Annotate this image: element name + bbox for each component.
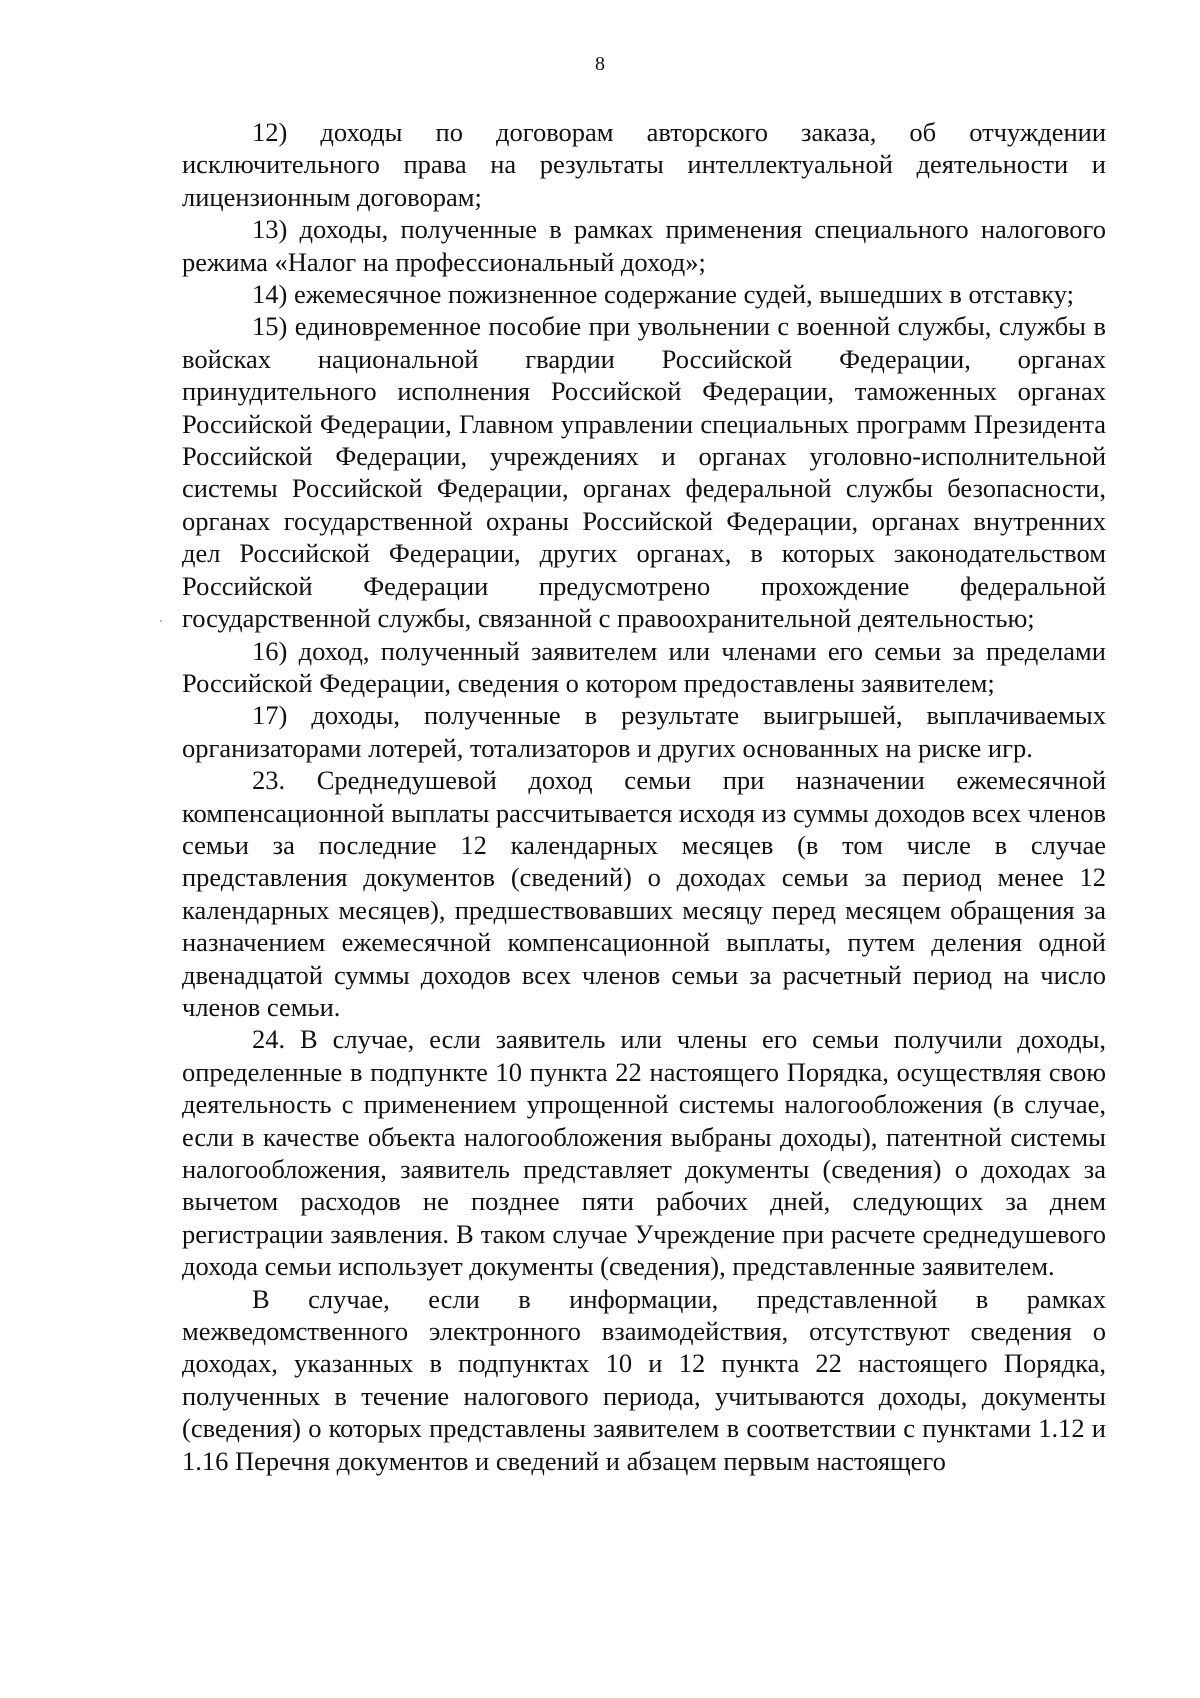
paragraph-section-24: 24. В случае, если заявитель или члены его семьи получили доходы, определенные в подпункте 10 пункта 22 настоящего Порядка, осуществляя свою деятельность с применением упрощенной системы налогообложения (в случае, если в качестве объекта налогообложения выбраны доходы), патентной системы налогообложения, заявитель представляет документы (сведения) о доходах за вычетом расходов не позднее пяти рабочих дней, следующих за днем регистрации заявления. В таком случае Учреждение при расчете среднедушевого дохода семьи использует документы (сведения), представленные заявителем. — [182, 1024, 1106, 1282]
scan-speck — [160, 620, 162, 622]
paragraph-item-13: 13) доходы, полученные в рамках применения специального налогового режима «Налог на профессиональный доход»; — [182, 214, 1106, 277]
page-number: 8 — [595, 53, 605, 75]
paragraph-item-12: 12) доходы по договорам авторского заказа, об отчуждении исключительного права на результаты интеллектуальной деятельности и лицензионным договорам; — [182, 117, 1106, 212]
paragraph-section-24-continued: В случае, если в информации, представленной в рамках межведомственного электронного взаимодействия, отсутствуют сведения о доходах, указанных в подпунктах 10 и 12 пункта 22 настоящего Порядка, полученных в течение налогового периода, учитываются доходы, документы (сведения) о которых представлены заявителем в соответствии с пунктами 1.12 и 1.16 Перечня документов и сведений и абзацем первым настоящего — [182, 1283, 1106, 1476]
paragraph-item-14: 14) ежемесячное пожизненное содержание судей, вышедших в отставку; — [252, 279, 1075, 310]
paragraph-item-17: 17) доходы, полученные в результате выигрышей, выплачиваемых организаторами лотерей, тотализаторов и других основанных на риске игр. — [182, 700, 1106, 763]
paragraph-section-23: 23. Среднедушевой доход семьи при назначении ежемесячной компенсационной выплаты рассчитывается исходя из суммы доходов всех членов семьи за последние 12 календарных месяцев (в том числе в случае представления документов (сведений) о доходах семьи за период менее 12 календарных месяцев), предшествовавших месяцу перед месяцем обращения за назначением ежемесячной компенсационной выплаты, путем деления одной двенадцатой суммы доходов всех членов семьи за расчетный период на число членов семьи. — [182, 765, 1106, 1022]
paragraph-item-15: 15) единовременное пособие при увольнении с военной службы, службы в войсках национальной гвардии Российской Федерации, органах принудительного исполнения Российской Федерации, таможенных органах Российской Федерации, Главном управлении специальных программ Президента Российской Федерации, учреждениях и органах уголовно-исполнительной системы Российской Федерации, органах федеральной службы безопасности, органах государственной охраны Российской Федерации, органах внутренних дел Российской Федерации, других органах, в которых законодательством Российской Федерации предусмотрено прохождение федеральной государственной службы, связанной с правоохранительной деятельностью; — [182, 311, 1106, 634]
document-body — [182, 116, 1106, 1477]
paragraph-item-16: 16) доход, полученный заявителем или членами его семьи за пределами Российской Федерации, сведения о котором предоставлены заявителем; — [182, 635, 1106, 698]
